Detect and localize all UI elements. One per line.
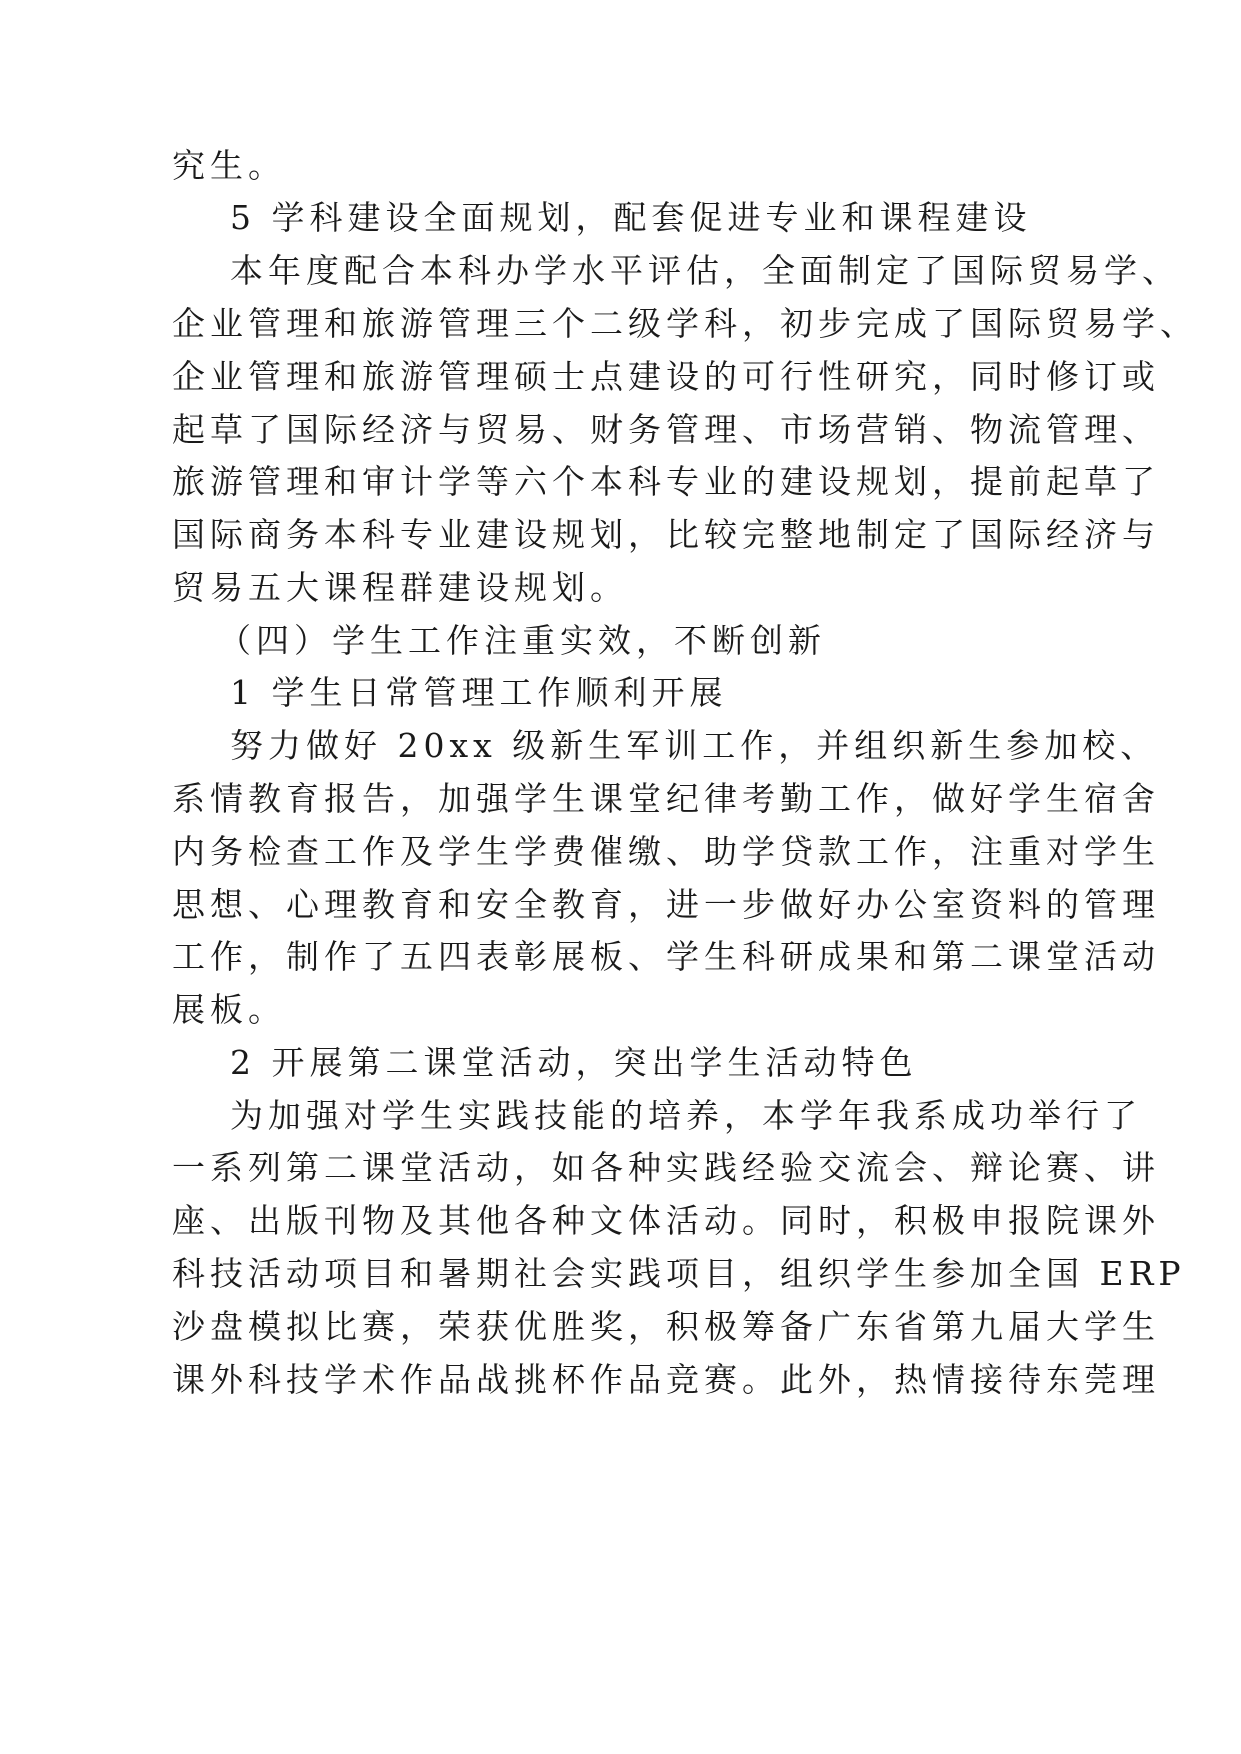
- text-line: 起草了国际经济与贸易、财务管理、市场营销、物流管理、: [172, 410, 1160, 449]
- text-line: 国际商务本科专业建设规划，比较完整地制定了国际经济与: [172, 515, 1160, 554]
- text-line: 一系列第二课堂活动，如各种实践经验交流会、辩论赛、讲: [172, 1148, 1160, 1187]
- text-line: 企业管理和旅游管理三个二级学科，初步完成了国际贸易学、: [172, 304, 1198, 343]
- text-line: 为加强对学生实践技能的培养，本学年我系成功举行了: [230, 1096, 1142, 1135]
- text-line: 座、出版刊物及其他各种文体活动。同时，积极申报院课外: [172, 1201, 1160, 1240]
- text-line: 本年度配合本科办学水平评估，全面制定了国际贸易学、: [230, 251, 1180, 290]
- text-line: 课外科技学术作品战挑杯作品竞赛。此外，热情接待东莞理: [172, 1360, 1160, 1399]
- text-line: 工作，制作了五四表彰展板、学生科研成果和第二课堂活动: [172, 937, 1160, 976]
- text-line: 贸易五大课程群建设规划。: [172, 568, 628, 607]
- text-line: 企业管理和旅游管理硕士点建设的可行性研究，同时修订或: [172, 357, 1160, 396]
- text-line: 科技活动项目和暑期社会实践项目，组织学生参加全国 ERP: [172, 1254, 1186, 1293]
- section-heading: 2 开展第二课堂活动，突出学生活动特色: [230, 1043, 918, 1082]
- text-line: 沙盘模拟比赛，荣获优胜奖，积极筹备广东省第九届大学生: [172, 1307, 1160, 1346]
- text-line: 系情教育报告，加强学生课堂纪律考勤工作，做好学生宿舍: [172, 779, 1160, 818]
- section-heading: 5 学科建设全面规划，配套促进专业和课程建设: [230, 198, 1032, 237]
- text-line: 旅游管理和审计学等六个本科专业的建设规划，提前起草了: [172, 462, 1160, 501]
- text-line: 展板。: [172, 990, 286, 1029]
- text-line: 思想、心理教育和安全教育，进一步做好办公室资料的管理: [172, 885, 1160, 924]
- text-line: 究生。: [172, 146, 286, 185]
- section-heading: （四）学生工作注重实效，不断创新: [218, 621, 826, 660]
- section-heading: 1 学生日常管理工作顺利开展: [230, 673, 728, 712]
- text-line: 内务检查工作及学生学费催缴、助学贷款工作，注重对学生: [172, 832, 1160, 871]
- text-line: 努力做好 20xx 级新生军训工作，并组织新生参加校、: [230, 726, 1159, 765]
